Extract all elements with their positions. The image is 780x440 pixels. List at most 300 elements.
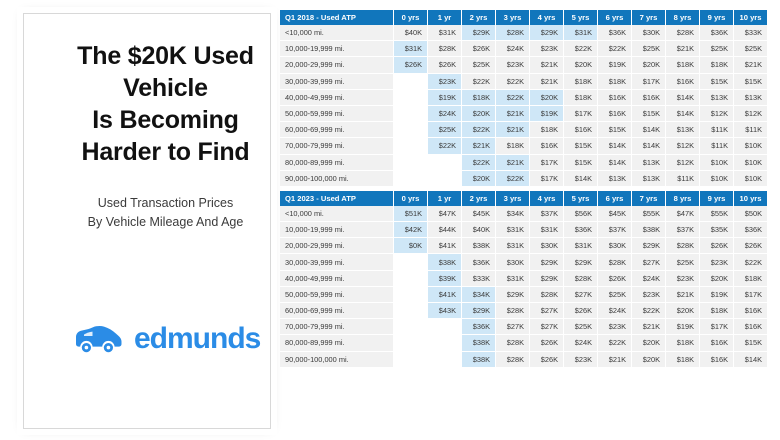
table-cell: $13K bbox=[666, 122, 700, 138]
column-header: 9 yrs bbox=[700, 191, 734, 206]
row-label: 50,000-59,999 mi. bbox=[280, 105, 394, 121]
row-label: 40,000-49,999 mi. bbox=[280, 89, 394, 105]
table-row bbox=[280, 286, 768, 302]
table-cell bbox=[394, 170, 428, 186]
table-cell: $12K bbox=[700, 105, 734, 121]
table-cell: $43K bbox=[428, 303, 462, 319]
row-label: 90,000-100,000 mi. bbox=[280, 170, 394, 186]
table-cell: $36K bbox=[700, 25, 734, 41]
table-cell: $13K bbox=[632, 170, 666, 186]
table-row bbox=[280, 89, 768, 105]
table-row bbox=[280, 222, 768, 238]
header-row bbox=[280, 10, 768, 25]
table-cell: $18K bbox=[666, 57, 700, 73]
table-cell: $20K bbox=[700, 270, 734, 286]
table-cell: $28K bbox=[496, 335, 530, 351]
table-cell: $12K bbox=[666, 154, 700, 170]
table-row bbox=[280, 41, 768, 57]
table-cell: $18K bbox=[666, 351, 700, 367]
table-cell: $38K bbox=[462, 238, 496, 254]
table-cell: $41K bbox=[428, 286, 462, 302]
table-cell: $26K bbox=[734, 238, 768, 254]
table-cell: $16K bbox=[666, 73, 700, 89]
table-cell: $29K bbox=[530, 25, 564, 41]
table-cell bbox=[394, 105, 428, 121]
row-label: 80,000-89,999 mi. bbox=[280, 154, 394, 170]
table-cell: $33K bbox=[462, 270, 496, 286]
table-row bbox=[280, 138, 768, 154]
table-cell: $22K bbox=[496, 89, 530, 105]
table-cell: $31K bbox=[428, 25, 462, 41]
table-cell: $25K bbox=[428, 122, 462, 138]
table-row bbox=[280, 170, 768, 186]
column-header: 7 yrs bbox=[632, 191, 666, 206]
title-block bbox=[58, 40, 273, 233]
table-cell: $16K bbox=[700, 335, 734, 351]
table-cell: $31K bbox=[496, 222, 530, 238]
table-cell: $19K bbox=[598, 57, 632, 73]
table-cell: $28K bbox=[666, 25, 700, 41]
column-header: 0 yrs bbox=[394, 191, 428, 206]
table-cell: $45K bbox=[598, 206, 632, 222]
table-cell: $30K bbox=[530, 238, 564, 254]
column-header: 6 yrs bbox=[598, 10, 632, 25]
column-header: 10 yrs bbox=[734, 10, 768, 25]
table-cell: $30K bbox=[632, 25, 666, 41]
table-cell: $20K bbox=[462, 170, 496, 186]
table-cell bbox=[394, 138, 428, 154]
table-row bbox=[280, 25, 768, 41]
table-cell: $40K bbox=[462, 222, 496, 238]
table-cell: $21K bbox=[666, 286, 700, 302]
table-cell: $22K bbox=[734, 254, 768, 270]
table-cell: $31K bbox=[530, 222, 564, 238]
table-cell: $26K bbox=[598, 270, 632, 286]
table-cell: $21K bbox=[666, 41, 700, 57]
table-cell: $28K bbox=[666, 238, 700, 254]
row-label: 70,000-79,999 mi. bbox=[280, 138, 394, 154]
table-cell: $13K bbox=[632, 154, 666, 170]
table-cell bbox=[428, 335, 462, 351]
table-cell: $29K bbox=[496, 286, 530, 302]
table-cell: $28K bbox=[496, 351, 530, 367]
table-cell: $18K bbox=[496, 138, 530, 154]
table-cell: $23K bbox=[632, 286, 666, 302]
table-cell: $14K bbox=[666, 105, 700, 121]
table-cell: $15K bbox=[632, 105, 666, 121]
table-cell: $11K bbox=[700, 138, 734, 154]
table-cell bbox=[394, 154, 428, 170]
row-label: <10,000 mi. bbox=[280, 25, 394, 41]
table-cell: $10K bbox=[734, 170, 768, 186]
table-body-2023 bbox=[280, 206, 768, 367]
brand-logo bbox=[70, 309, 270, 369]
table-cell: $16K bbox=[598, 89, 632, 105]
table-cell: $25K bbox=[632, 41, 666, 57]
table-cell: $11K bbox=[700, 122, 734, 138]
table-cell: $29K bbox=[462, 303, 496, 319]
table-cell bbox=[394, 286, 428, 302]
table-cell: $34K bbox=[462, 286, 496, 302]
table-cell: $19K bbox=[666, 319, 700, 335]
table-cell: $55K bbox=[700, 206, 734, 222]
column-header: 5 yrs bbox=[564, 191, 598, 206]
table-cell bbox=[394, 89, 428, 105]
table-cell: $11K bbox=[666, 170, 700, 186]
table-cell: $30K bbox=[496, 254, 530, 270]
table-cell: $16K bbox=[564, 122, 598, 138]
table-cell: $23K bbox=[700, 254, 734, 270]
headline-line-1: The $20K Used bbox=[77, 42, 254, 70]
table-corner-label: Q1 2018 - Used ATP bbox=[280, 10, 394, 25]
table-cell: $15K bbox=[564, 154, 598, 170]
table-cell: $24K bbox=[496, 41, 530, 57]
table-cell bbox=[428, 154, 462, 170]
table-cell: $22K bbox=[462, 73, 496, 89]
column-header: 1 yr bbox=[428, 10, 462, 25]
car-icon bbox=[70, 322, 124, 356]
table-cell: $38K bbox=[632, 222, 666, 238]
row-label: <10,000 mi. bbox=[280, 206, 394, 222]
table-cell: $15K bbox=[598, 122, 632, 138]
table-cell: $27K bbox=[632, 254, 666, 270]
column-header: 10 yrs bbox=[734, 191, 768, 206]
column-header: 3 yrs bbox=[496, 10, 530, 25]
table-row bbox=[280, 335, 768, 351]
column-header: 0 yrs bbox=[394, 10, 428, 25]
table-cell bbox=[394, 335, 428, 351]
column-header: 4 yrs bbox=[530, 10, 564, 25]
table-cell: $38K bbox=[462, 351, 496, 367]
table-cell: $14K bbox=[734, 351, 768, 367]
table-cell bbox=[394, 303, 428, 319]
table-cell: $37K bbox=[598, 222, 632, 238]
table-row bbox=[280, 206, 768, 222]
table-row bbox=[280, 105, 768, 121]
row-label: 70,000-79,999 mi. bbox=[280, 319, 394, 335]
table-cell: $31K bbox=[564, 238, 598, 254]
table-cell: $31K bbox=[394, 41, 428, 57]
table-cell: $23K bbox=[598, 319, 632, 335]
table-row bbox=[280, 303, 768, 319]
table-cell: $39K bbox=[428, 270, 462, 286]
table-cell: $26K bbox=[564, 303, 598, 319]
table-cell: $38K bbox=[462, 335, 496, 351]
table-cell: $20K bbox=[666, 303, 700, 319]
table-cell: $14K bbox=[666, 89, 700, 105]
table-cell: $22K bbox=[598, 41, 632, 57]
row-label: 20,000-29,999 mi. bbox=[280, 57, 394, 73]
column-header: 8 yrs bbox=[666, 191, 700, 206]
table-cell: $22K bbox=[496, 73, 530, 89]
table-cell: $17K bbox=[700, 319, 734, 335]
table-cell: $31K bbox=[564, 25, 598, 41]
table-cell: $27K bbox=[496, 319, 530, 335]
header-row bbox=[280, 191, 768, 206]
table-cell: $24K bbox=[632, 270, 666, 286]
table-row bbox=[280, 73, 768, 89]
subtitle bbox=[88, 194, 244, 233]
table-row bbox=[280, 57, 768, 73]
table-cell: $16K bbox=[734, 319, 768, 335]
table-cell: $36K bbox=[462, 254, 496, 270]
table-cell: $28K bbox=[428, 41, 462, 57]
table-cell: $20K bbox=[462, 105, 496, 121]
table-q1-2023 bbox=[280, 191, 768, 368]
table-cell: $21K bbox=[496, 154, 530, 170]
table-cell: $18K bbox=[734, 270, 768, 286]
headline-line-4: Harder to Find bbox=[81, 138, 250, 166]
table-row bbox=[280, 238, 768, 254]
table-cell: $37K bbox=[666, 222, 700, 238]
table-cell: $28K bbox=[530, 286, 564, 302]
table-cell: $19K bbox=[530, 105, 564, 121]
table-cell: $28K bbox=[564, 270, 598, 286]
table-cell: $21K bbox=[496, 122, 530, 138]
heatmap-tables bbox=[280, 10, 768, 368]
table-row bbox=[280, 270, 768, 286]
table-cell: $15K bbox=[734, 335, 768, 351]
table-cell: $22K bbox=[564, 41, 598, 57]
table-cell: $18K bbox=[598, 73, 632, 89]
table-cell: $14K bbox=[564, 170, 598, 186]
table-cell: $14K bbox=[598, 138, 632, 154]
table-cell: $13K bbox=[700, 89, 734, 105]
table-cell: $10K bbox=[734, 154, 768, 170]
row-label: 40,000-49,999 mi. bbox=[280, 270, 394, 286]
table-cell: $11K bbox=[734, 122, 768, 138]
table-cell: $26K bbox=[394, 57, 428, 73]
table-cell: $21K bbox=[530, 73, 564, 89]
table-cell: $14K bbox=[632, 138, 666, 154]
table-cell: $17K bbox=[530, 154, 564, 170]
column-header: 8 yrs bbox=[666, 10, 700, 25]
table-cell: $42K bbox=[394, 222, 428, 238]
table-cell: $45K bbox=[462, 206, 496, 222]
table-cell: $23K bbox=[564, 351, 598, 367]
table-cell: $16K bbox=[734, 303, 768, 319]
table-cell: $21K bbox=[496, 105, 530, 121]
table-row bbox=[280, 154, 768, 170]
table-cell: $41K bbox=[428, 238, 462, 254]
table-cell: $37K bbox=[530, 206, 564, 222]
table-cell: $28K bbox=[496, 25, 530, 41]
table-cell: $17K bbox=[734, 286, 768, 302]
table-cell: $24K bbox=[564, 335, 598, 351]
table-cell: $34K bbox=[496, 206, 530, 222]
table-cell: $10K bbox=[700, 170, 734, 186]
table-cell: $47K bbox=[428, 206, 462, 222]
table-cell: $47K bbox=[666, 206, 700, 222]
table-cell: $17K bbox=[632, 73, 666, 89]
table-cell: $14K bbox=[632, 122, 666, 138]
brand-name: edmunds bbox=[134, 322, 261, 355]
table-cell: $29K bbox=[462, 25, 496, 41]
table-cell: $26K bbox=[700, 238, 734, 254]
column-header: 4 yrs bbox=[530, 191, 564, 206]
table-cell: $13K bbox=[598, 170, 632, 186]
table-cell: $29K bbox=[632, 238, 666, 254]
table-cell: $25K bbox=[666, 254, 700, 270]
table-cell bbox=[394, 122, 428, 138]
table-cell: $25K bbox=[564, 319, 598, 335]
table-cell: $38K bbox=[428, 254, 462, 270]
table-cell bbox=[394, 254, 428, 270]
table-cell: $27K bbox=[530, 303, 564, 319]
table-cell: $16K bbox=[632, 89, 666, 105]
table-cell: $26K bbox=[462, 41, 496, 57]
column-header: 3 yrs bbox=[496, 191, 530, 206]
table-cell: $21K bbox=[632, 319, 666, 335]
row-label: 30,000-39,999 mi. bbox=[280, 73, 394, 89]
page-title bbox=[77, 40, 254, 168]
table-cell: $18K bbox=[462, 89, 496, 105]
table-cell: $40K bbox=[394, 25, 428, 41]
table-cell: $19K bbox=[428, 89, 462, 105]
table-cell: $20K bbox=[564, 57, 598, 73]
table-cell: $35K bbox=[700, 222, 734, 238]
table-cell bbox=[394, 73, 428, 89]
table-cell: $25K bbox=[598, 286, 632, 302]
table-cell: $17K bbox=[564, 105, 598, 121]
table-cell: $18K bbox=[564, 89, 598, 105]
table-cell: $36K bbox=[564, 222, 598, 238]
row-label: 20,000-29,999 mi. bbox=[280, 238, 394, 254]
table-cell: $21K bbox=[462, 138, 496, 154]
table-cell: $31K bbox=[496, 238, 530, 254]
column-header: 7 yrs bbox=[632, 10, 666, 25]
subtitle-line-2: By Vehicle Mileage And Age bbox=[87, 215, 244, 230]
column-header: 1 yr bbox=[428, 191, 462, 206]
table-cell: $22K bbox=[462, 154, 496, 170]
table-row bbox=[280, 351, 768, 367]
row-label: 90,000-100,000 mi. bbox=[280, 351, 394, 367]
table-cell: $12K bbox=[734, 105, 768, 121]
table-cell: $23K bbox=[530, 41, 564, 57]
table-cell: $10K bbox=[700, 154, 734, 170]
table-cell: $16K bbox=[598, 105, 632, 121]
table-cell bbox=[394, 319, 428, 335]
table-cell: $31K bbox=[496, 270, 530, 286]
title-card bbox=[23, 13, 271, 429]
table-cell: $29K bbox=[564, 254, 598, 270]
table-cell bbox=[428, 170, 462, 186]
table-cell: $26K bbox=[530, 351, 564, 367]
table-corner-label: Q1 2023 - Used ATP bbox=[280, 191, 394, 206]
table-cell: $19K bbox=[700, 286, 734, 302]
column-header: 2 yrs bbox=[462, 191, 496, 206]
table-header-2023 bbox=[280, 191, 768, 206]
table-cell: $15K bbox=[564, 138, 598, 154]
row-label: 60,000-69,999 mi. bbox=[280, 303, 394, 319]
table-cell: $16K bbox=[700, 351, 734, 367]
table-cell bbox=[394, 351, 428, 367]
table-cell: $25K bbox=[700, 41, 734, 57]
row-label: 50,000-59,999 mi. bbox=[280, 286, 394, 302]
table-cell: $36K bbox=[734, 222, 768, 238]
table-row bbox=[280, 319, 768, 335]
table-cell: $20K bbox=[632, 57, 666, 73]
table-cell: $22K bbox=[462, 122, 496, 138]
headline-line-2: Vehicle bbox=[123, 74, 208, 102]
table-cell: $24K bbox=[428, 105, 462, 121]
table-cell: $18K bbox=[666, 335, 700, 351]
table-cell: $0K bbox=[394, 238, 428, 254]
column-header: 5 yrs bbox=[564, 10, 598, 25]
table-cell: $33K bbox=[734, 25, 768, 41]
table-cell: $20K bbox=[632, 351, 666, 367]
table-cell bbox=[428, 351, 462, 367]
table-cell: $28K bbox=[496, 303, 530, 319]
table-row bbox=[280, 122, 768, 138]
table-cell: $27K bbox=[564, 286, 598, 302]
row-label: 10,000-19,999 mi. bbox=[280, 41, 394, 57]
table-cell: $24K bbox=[598, 303, 632, 319]
table-cell: $27K bbox=[530, 319, 564, 335]
table-cell: $18K bbox=[530, 122, 564, 138]
table-cell: $13K bbox=[734, 89, 768, 105]
table-cell: $21K bbox=[530, 57, 564, 73]
column-header: 2 yrs bbox=[462, 10, 496, 25]
table-cell: $51K bbox=[394, 206, 428, 222]
table-cell bbox=[394, 270, 428, 286]
table-cell: $26K bbox=[428, 57, 462, 73]
table-cell: $56K bbox=[564, 206, 598, 222]
row-label: 60,000-69,999 mi. bbox=[280, 122, 394, 138]
table-cell: $28K bbox=[598, 254, 632, 270]
table-q1-2018 bbox=[280, 10, 768, 187]
table-cell: $44K bbox=[428, 222, 462, 238]
table-cell: $14K bbox=[598, 154, 632, 170]
table-cell: $22K bbox=[598, 335, 632, 351]
headline-line-3: Is Becoming bbox=[92, 106, 239, 134]
table-cell: $23K bbox=[496, 57, 530, 73]
table-cell bbox=[428, 319, 462, 335]
table-cell: $21K bbox=[734, 57, 768, 73]
table-cell: $50K bbox=[734, 206, 768, 222]
table-cell: $18K bbox=[700, 303, 734, 319]
column-header: 6 yrs bbox=[598, 191, 632, 206]
table-cell: $29K bbox=[530, 254, 564, 270]
table-cell: $22K bbox=[632, 303, 666, 319]
table-cell: $29K bbox=[530, 270, 564, 286]
table-cell: $25K bbox=[734, 41, 768, 57]
row-label: 80,000-89,999 mi. bbox=[280, 335, 394, 351]
table-cell: $15K bbox=[734, 73, 768, 89]
table-cell: $17K bbox=[530, 170, 564, 186]
table-cell: $23K bbox=[666, 270, 700, 286]
table-cell: $10K bbox=[734, 138, 768, 154]
subtitle-line-1: Used Transaction Prices bbox=[97, 196, 234, 210]
row-label: 10,000-19,999 mi. bbox=[280, 222, 394, 238]
table-cell: $36K bbox=[598, 25, 632, 41]
table-cell: $30K bbox=[598, 238, 632, 254]
table-cell: $20K bbox=[530, 89, 564, 105]
table-cell: $15K bbox=[700, 73, 734, 89]
table-cell: $18K bbox=[564, 73, 598, 89]
column-header: 9 yrs bbox=[700, 10, 734, 25]
table-cell: $25K bbox=[462, 57, 496, 73]
table-body-2018 bbox=[280, 25, 768, 186]
table-cell: $16K bbox=[530, 138, 564, 154]
row-label: 30,000-39,999 mi. bbox=[280, 254, 394, 270]
table-cell: $55K bbox=[632, 206, 666, 222]
table-cell: $26K bbox=[530, 335, 564, 351]
table-cell: $22K bbox=[496, 170, 530, 186]
table-cell: $12K bbox=[666, 138, 700, 154]
table-cell: $22K bbox=[428, 138, 462, 154]
table-cell: $36K bbox=[462, 319, 496, 335]
